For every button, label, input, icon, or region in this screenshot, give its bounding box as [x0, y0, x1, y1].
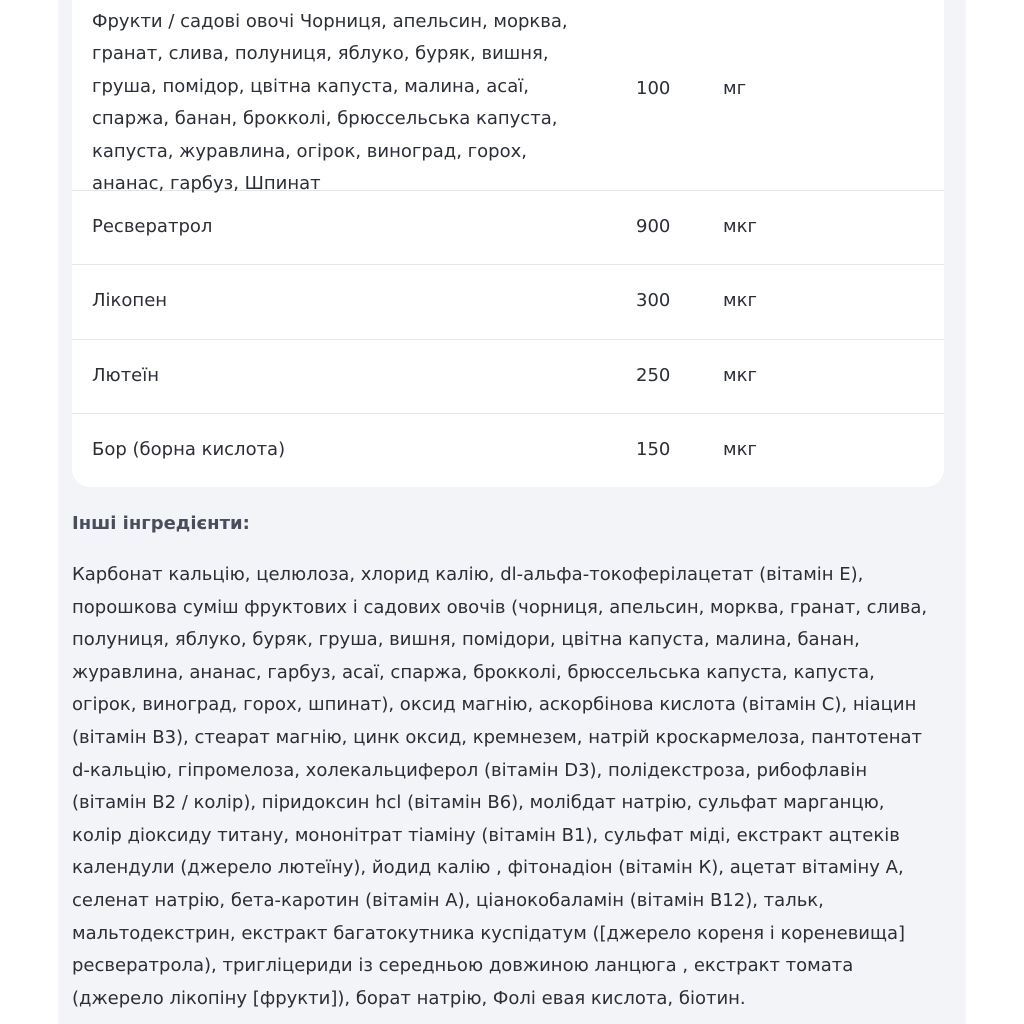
ingredient-name: Лікопен: [92, 290, 168, 311]
table-row: [72, 191, 944, 265]
ingredient-name: Бор (борна кислота): [92, 439, 286, 460]
ingredient-unit: мкг: [723, 216, 757, 237]
ingredient-amount: 150: [636, 439, 671, 460]
other-ingredients-text: Карбонат кальцію, целюлоза, хлорид калію, dl-альфа-токоферілацетат (вітамін Е), порошкова суміш фруктових і садових овочів (чорниця, апельсин, морква, гранат, слива, полуниця, яблуко, буряк, груша, вишня, помідори, цвітна капуста, малина, банан, журавлина, ананас, гарбуз, асаї, спаржа, брокколі, брюссельська капуста, капуста, огірок, виноград, горох, шпинат), оксид магнію, аскорбінова кислота (вітамін С), ніацин (вітамін В3), стеарат магнію, цинк оксид, кремнезем, натрій кроскармелоза, пантотенат d-кальцію, гіпромелоза, холекальциферол (вітамін D3), полідекстроза, рибофлавін (вітамін В2 / колір), піридоксин hcl (вітамін В6), молібдат натрію, сульфат марганцю, колір діоксиду титану, мононітрат тіаміну (вітамін В1), сульфат міді, екстракт ацтеків календули (джерело лютеїну), йодид калію , фітонадіон (вітамін К), ацетат вітаміну А, селенат натрію, бета-каротин (вітамін А), ціанокобаламін (вітамін В12), тальк, мальтодекстрин, екстракт багатокутника куспідатум ([джерело кореня і кореневища] ресвератрола), тригліцериди із середньою довжиною ланцюга , екстракт томата (джерело лікопіну [фрукти]), борат натрію, Фолі евая кислота, біотин.: [72, 564, 928, 1009]
table-row: [72, 340, 944, 414]
ingredient-amount: 900: [636, 216, 671, 237]
table-row: [72, 0, 944, 195]
ingredient-name: Лютеїн: [92, 365, 160, 386]
table-row: [72, 265, 944, 340]
other-ingredients-title: Інші інгредієнти:: [72, 513, 250, 534]
ingredient-unit: мг: [723, 78, 747, 99]
ingredient-amount: 100: [636, 78, 671, 99]
ingredient-amount: 250: [636, 365, 671, 386]
table-row: [72, 414, 944, 487]
content-panel: [58, 0, 966, 1024]
ingredient-unit: мкг: [723, 365, 757, 386]
ingredient-amount: 300: [636, 290, 671, 311]
ingredient-name: Фрукти / садові овочі Чорниця, апельсин, морква, гранат, слива, полуниця, яблуко, буряк, вишня, груша, помідор, цвітна капуста, малина, асаї, спаржа, банан, брокколі, брюссельська капуста, капуста, журавлина, огірок, виноград, горох, ананас, гарбуз, Шпинат: [92, 11, 568, 195]
nutrient-table: [72, 0, 944, 487]
ingredient-unit: мкг: [723, 290, 757, 311]
ingredient-name: Ресвератрол: [92, 216, 213, 237]
ingredient-unit: мкг: [723, 439, 757, 460]
